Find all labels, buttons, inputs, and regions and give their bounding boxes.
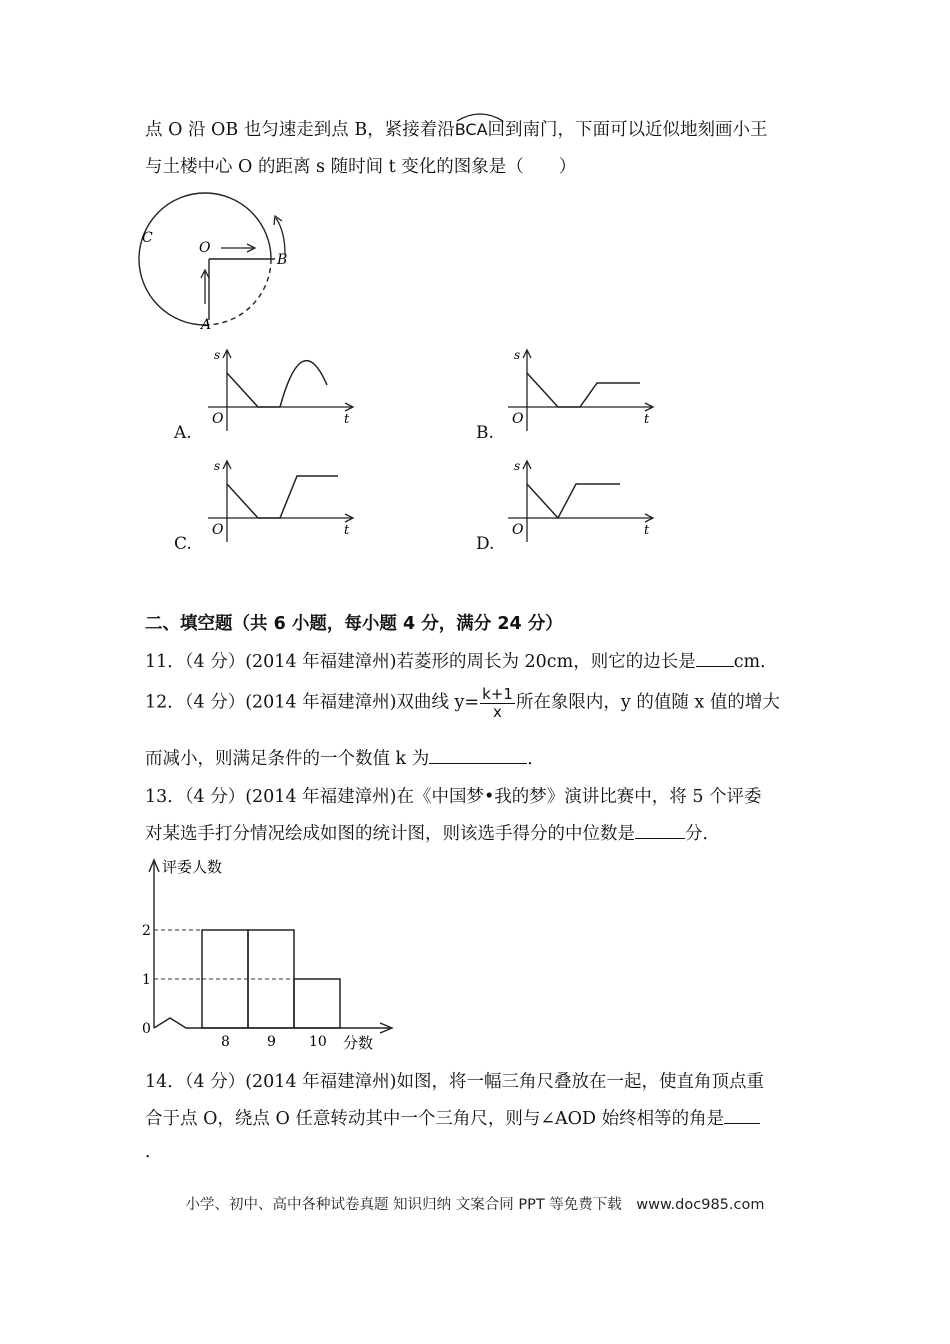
option-c-label: C. <box>174 534 192 554</box>
svg-text:t: t <box>344 523 350 538</box>
svg-text:t: t <box>344 412 350 427</box>
option-d-label: D. <box>476 534 495 554</box>
q11-blank <box>696 652 734 667</box>
svg-text:O: O <box>512 411 524 427</box>
svg-text:O: O <box>512 522 524 538</box>
q14-blank <box>724 1109 760 1124</box>
x-tick-label: 8 <box>221 1034 230 1050</box>
y-tick-label: 1 <box>142 972 151 988</box>
x-axis <box>154 1018 390 1028</box>
q14-line3: ． <box>145 1142 163 1162</box>
y-tick-label: 0 <box>142 1021 151 1037</box>
svg-text:s: s <box>214 348 221 362</box>
q12-line1: 12．（4 分）(2014 年福建漳州)双曲线 y= $\frac{k+1}{x}$ 所在象限内，y 的值随 x 值的增大 <box>145 685 780 721</box>
q13-line2: 对某选手打分情况绘成如图的统计图，则该选手得分的中位数是 分． <box>145 824 720 844</box>
q14-line2: 合于点 O，绕点 O 任意转动其中一个三角尺，则与∠AOD 始终相等的角是 <box>145 1105 760 1130</box>
svg-text:t: t <box>644 523 650 538</box>
label-c: C <box>142 230 153 246</box>
bars-group <box>154 930 340 1028</box>
option-a-graph <box>200 345 360 435</box>
x-axis-title: 分数 <box>343 1034 374 1052</box>
svg-text:t: t <box>644 412 650 427</box>
svg-text:s: s <box>514 459 521 473</box>
x-tick-label: 10 <box>309 1034 327 1050</box>
bar <box>294 979 340 1028</box>
q12-fraction: $\frac{k+1}{x}$ <box>482 685 513 721</box>
svg-text:s: s <box>514 348 521 362</box>
q11: 11．（4 分）(2014 年福建漳州)若菱形的周长为 20cm，则它的边长是 cm． <box>145 652 778 672</box>
arc-bca: BCA <box>455 120 488 140</box>
q13-blank <box>635 824 685 839</box>
page-footer: 小学、初中、高中各种试卷真题 知识归纳 文案合同 PPT 等免费下载 www.doc985.com <box>185 1197 765 1213</box>
label-a: A <box>201 317 212 333</box>
q10-line1 <box>145 116 768 141</box>
svg-text:s: s <box>214 459 221 473</box>
option-c-graph <box>200 456 360 546</box>
label-o: O <box>199 240 211 256</box>
label-b: B <box>277 252 288 268</box>
option-b-graph <box>500 345 660 435</box>
option-d-graph <box>500 456 660 546</box>
score-bar-chart <box>140 852 400 1052</box>
q10-line1-a: 点 O 沿 OB 也匀速走到点 B，紧接着沿 <box>145 120 455 140</box>
svg-text:O: O <box>212 411 224 427</box>
q10-line2: 与土楼中心 O 的距离 s 随时间 t 变化的图象是（ ） <box>145 157 577 177</box>
y-axis-title: 评委人数 <box>162 858 223 876</box>
q12-line2: 而减小，则满足条件的一个数值 k 为 ． <box>145 749 545 769</box>
q14-line1: 14．（4 分）(2014 年福建漳州)如图，将一幅三角尺叠放在一起，使直角顶点重 <box>145 1072 764 1092</box>
arc-symbol-icon <box>455 110 505 122</box>
option-b-label: B. <box>476 423 494 443</box>
q12-blank <box>429 749 527 764</box>
x-tick-label: 9 <box>267 1034 276 1050</box>
q10-line1-b: 回到南门，下面可以近似地刻画小王 <box>487 120 768 140</box>
y-tick-label: 2 <box>142 923 151 939</box>
svg-text:O: O <box>212 522 224 538</box>
tulou-circle-figure <box>135 192 305 337</box>
q13-line1: 13．（4 分）(2014 年福建漳州)在《中国梦•我的梦》演讲比赛中，将 5 个评委 <box>145 787 762 807</box>
section-heading: 二、填空题（共 6 小题，每小题 4 分，满分 24 分） <box>145 614 563 634</box>
option-a-label: A. <box>174 423 192 443</box>
